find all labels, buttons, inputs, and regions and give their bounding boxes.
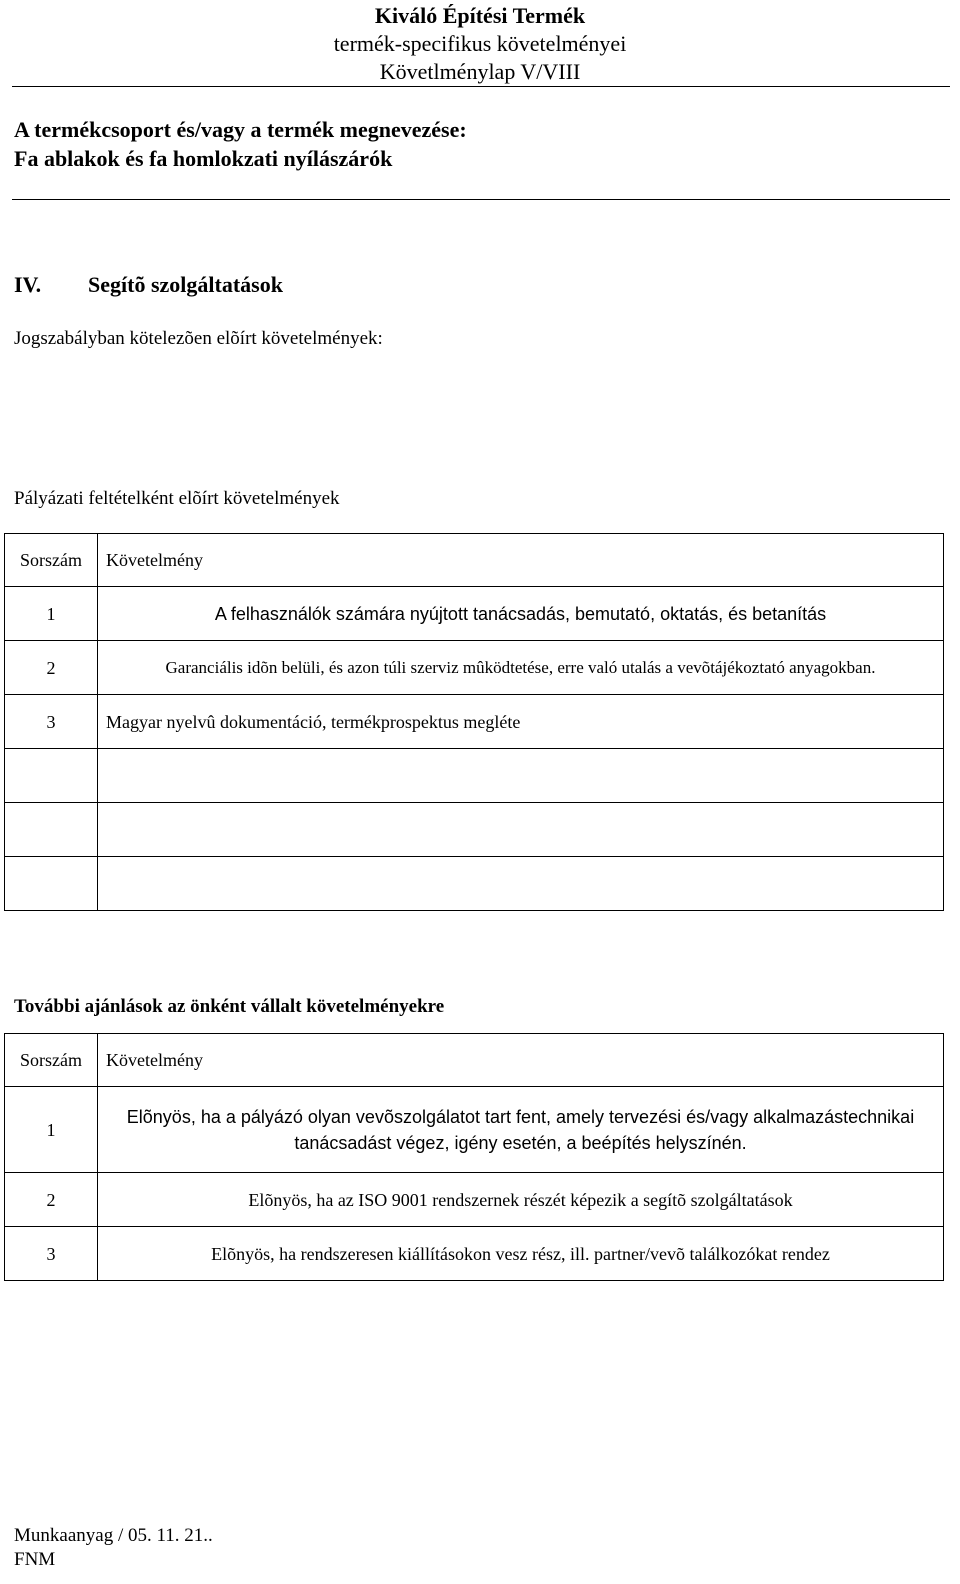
row-number: 2 <box>5 1173 98 1227</box>
footer-org: FNM <box>14 1549 56 1570</box>
empty-table-row <box>5 803 944 857</box>
row-requirement: A felhasználók számára nyújtott tanácsadás, bemutató, oktatás, és betanítás <box>98 587 944 641</box>
table-row <box>5 1087 944 1173</box>
product-name: Fa ablakok és fa homlokzati nyílászárók <box>14 146 393 171</box>
row-requirement: Elõnyös, ha rendszeresen kiállításokon vesz rész, ill. partner/vevõ találkozókat rendez <box>98 1227 944 1281</box>
footer-version: Munkaanyag / 05. 11. 21.. <box>14 1525 213 1546</box>
document-subtitle: termék-specifikus követelményei <box>333 31 627 56</box>
header-divider <box>12 86 950 87</box>
column-header-number: Sorszám <box>5 1034 98 1087</box>
tender-requirements-heading: Pályázati feltételként elõírt követelmények <box>14 488 340 509</box>
empty-table-row <box>5 749 944 803</box>
column-header-number: Sorszám <box>5 534 98 587</box>
table-header-row <box>5 1034 944 1087</box>
document-title: Kiváló Építési Termék <box>374 3 586 28</box>
row-number: 1 <box>5 587 98 641</box>
table-row <box>5 587 944 641</box>
row-requirement: Magyar nyelvû dokumentáció, termékprospektus megléte <box>98 695 944 749</box>
table-header-row <box>5 534 944 587</box>
voluntary-requirements-heading: További ajánlások az önként vállalt követelményekre <box>14 996 445 1017</box>
row-requirement: Garanciális idõn belüli, és azon túli szerviz mûködtetése, erre való utalás a vevõtájékoztató anyagokban. <box>98 641 944 695</box>
row-requirement: Elõnyös, ha a pályázó olyan vevõszolgálatot tart fent, amely tervezési és/vagy alkalmazástechnikai tanácsadást végez, igény esetén, a beépítés helyszínén. <box>98 1087 944 1173</box>
section-number: IV. <box>14 272 42 297</box>
product-group-label: A termékcsoport és/vagy a termék megnevezése: <box>14 117 467 142</box>
row-number: 2 <box>5 641 98 695</box>
row-number: 3 <box>5 695 98 749</box>
row-requirement: Elõnyös, ha az ISO 9001 rendszernek részét képezik a segítõ szolgáltatások <box>98 1173 944 1227</box>
legal-requirements-heading: Jogszabályban kötelezõen elõírt követelmények: <box>14 328 383 349</box>
section-title: Segítõ szolgáltatások <box>88 272 283 297</box>
table-row <box>5 1227 944 1281</box>
sheet-label: Követlménylap V/VIII <box>379 59 581 84</box>
empty-table-row <box>5 857 944 911</box>
table-row <box>5 641 944 695</box>
tender-requirements-table <box>4 533 944 911</box>
table-row <box>5 1173 944 1227</box>
product-divider <box>12 199 950 200</box>
table-row <box>5 695 944 749</box>
row-number: 3 <box>5 1227 98 1281</box>
row-number: 1 <box>5 1087 98 1173</box>
column-header-requirement: Követelmény <box>98 534 944 587</box>
column-header-requirement: Követelmény <box>98 1034 944 1087</box>
voluntary-requirements-table <box>4 1033 944 1281</box>
